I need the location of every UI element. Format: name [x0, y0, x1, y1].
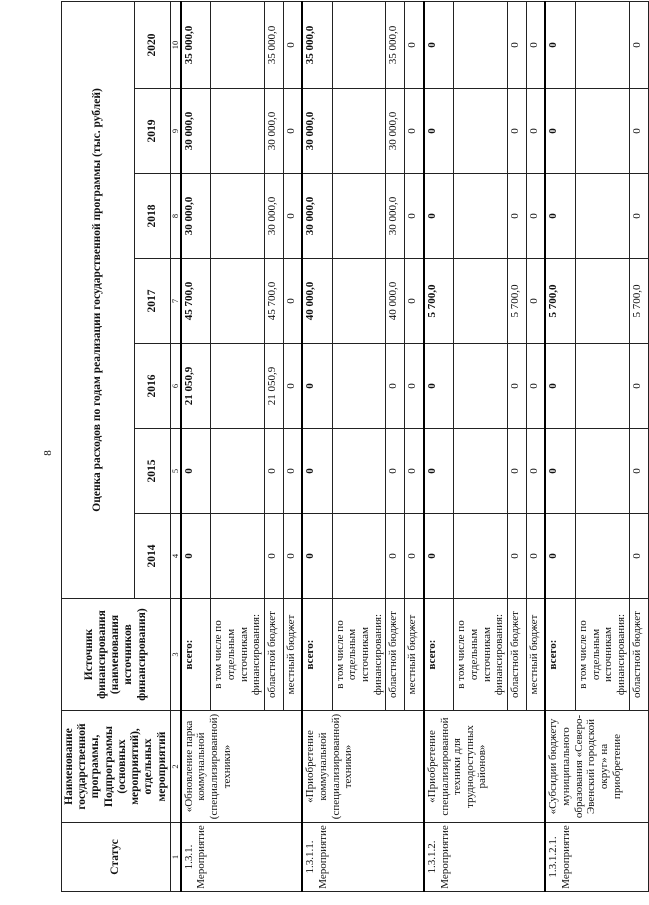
column-index: 2 — [170, 711, 181, 823]
column-index: 1 — [170, 823, 181, 892]
amount-cell: 0 — [507, 429, 526, 514]
budget-table — [61, 1, 649, 892]
item-name: «Приобретение коммунальной (специализированной) техники» — [302, 711, 424, 823]
column-index: 6 — [170, 344, 181, 429]
amount-cell: 0 — [424, 1, 454, 88]
amount-cell — [454, 344, 508, 429]
amount-cell — [332, 89, 386, 174]
item-kind: Мероприятие — [438, 825, 451, 889]
amount-cell: 0 — [424, 514, 454, 599]
amount-cell: 0 — [545, 514, 575, 599]
amount-cell — [575, 89, 629, 174]
header-year: 2018 — [134, 174, 170, 259]
amount-cell: 0 — [424, 429, 454, 514]
amount-cell: 35 000,0 — [181, 1, 211, 88]
amount-cell — [332, 429, 386, 514]
amount-cell: 0 — [545, 429, 575, 514]
column-index: 9 — [170, 89, 181, 174]
status-cell — [545, 823, 648, 892]
rotated-page — [61, 2, 643, 892]
amount-cell: 35 000,0 — [264, 1, 283, 88]
funding-source: областной бюджет — [629, 599, 648, 711]
funding-source: всего: — [181, 599, 211, 711]
amount-cell: 0 — [629, 344, 648, 429]
amount-cell: 0 — [283, 1, 302, 88]
funding-source: в том числе по отдельным источникам финансирования: — [211, 599, 265, 711]
item-kind: Мероприятие — [560, 825, 573, 889]
amount-cell — [575, 514, 629, 599]
amount-cell: 0 — [526, 514, 545, 599]
amount-cell: 0 — [264, 429, 283, 514]
table-row — [424, 1, 454, 891]
amount-cell: 0 — [405, 514, 424, 599]
amount-cell: 0 — [526, 344, 545, 429]
funding-source: всего: — [424, 599, 454, 711]
funding-source: областной бюджет — [386, 599, 405, 711]
header-year: 2016 — [134, 344, 170, 429]
amount-cell — [211, 429, 265, 514]
item-name: «Субсидии бюджету муниципального образования «Северо-Эвенский городской округ» на приобретение — [545, 711, 648, 823]
header-year: 2017 — [134, 259, 170, 344]
amount-cell: 30 000,0 — [181, 174, 211, 259]
item-kind: Мероприятие — [316, 825, 329, 889]
amount-cell: 0 — [629, 514, 648, 599]
status-cell — [424, 823, 546, 892]
amount-cell — [332, 259, 386, 344]
header-source: Источник финансирования (наименования источников финансирования) — [62, 599, 171, 711]
column-index: 7 — [170, 259, 181, 344]
amount-cell — [211, 174, 265, 259]
funding-source: всего: — [545, 599, 575, 711]
amount-cell: 0 — [283, 259, 302, 344]
funding-source: местный бюджет — [526, 599, 545, 711]
amount-cell: 0 — [405, 174, 424, 259]
amount-cell: 30 000,0 — [181, 89, 211, 174]
amount-cell: 45 700,0 — [264, 259, 283, 344]
status-cell — [302, 823, 424, 892]
amount-cell: 0 — [283, 89, 302, 174]
amount-cell — [454, 174, 508, 259]
amount-cell: 35 000,0 — [302, 1, 332, 88]
funding-source: местный бюджет — [283, 599, 302, 711]
amount-cell: 30 000,0 — [264, 89, 283, 174]
column-index: 5 — [170, 429, 181, 514]
amount-cell — [332, 1, 386, 88]
amount-cell: 0 — [507, 344, 526, 429]
amount-cell: 0 — [302, 514, 332, 599]
amount-cell: 0 — [386, 429, 405, 514]
amount-cell: 45 700,0 — [181, 259, 211, 344]
amount-cell — [211, 259, 265, 344]
amount-cell: 0 — [545, 174, 575, 259]
amount-cell — [332, 514, 386, 599]
amount-cell — [575, 344, 629, 429]
table-body — [181, 1, 648, 891]
amount-cell: 0 — [526, 174, 545, 259]
amount-cell: 0 — [405, 344, 424, 429]
funding-source: областной бюджет — [507, 599, 526, 711]
header-name: Наименование государственной программы, Подпрограммы (основных мероприятий), отдельных мероприятий — [62, 711, 171, 823]
amount-cell: 30 000,0 — [302, 89, 332, 174]
header-year: 2020 — [134, 1, 170, 88]
amount-cell: 0 — [629, 89, 648, 174]
amount-cell — [575, 1, 629, 88]
amount-cell — [454, 259, 508, 344]
amount-cell — [211, 1, 265, 88]
item-code: 1.3.1.2. — [425, 840, 438, 874]
amount-cell: 0 — [545, 1, 575, 88]
funding-source: областной бюджет — [264, 599, 283, 711]
item-code: 1.3.1.1. — [304, 840, 317, 874]
page-number: 8 — [42, 450, 54, 456]
amount-cell: 0 — [629, 174, 648, 259]
amount-cell: 0 — [302, 429, 332, 514]
amount-cell: 30 000,0 — [386, 174, 405, 259]
header-year: 2015 — [134, 429, 170, 514]
amount-cell: 0 — [283, 174, 302, 259]
amount-cell: 21 050,9 — [264, 344, 283, 429]
amount-cell: 0 — [526, 1, 545, 88]
funding-source: всего: — [302, 599, 332, 711]
amount-cell: 5 700,0 — [545, 259, 575, 344]
column-index: 4 — [170, 514, 181, 599]
amount-cell: 0 — [424, 89, 454, 174]
amount-cell: 30 000,0 — [264, 174, 283, 259]
amount-cell: 0 — [629, 1, 648, 88]
amount-cell: 30 000,0 — [302, 174, 332, 259]
amount-cell: 0 — [629, 429, 648, 514]
table-row — [181, 1, 211, 891]
amount-cell: 0 — [386, 344, 405, 429]
amount-cell — [575, 174, 629, 259]
column-index: 8 — [170, 174, 181, 259]
status-cell — [181, 823, 303, 892]
amount-cell: 40 000,0 — [386, 259, 405, 344]
amount-cell: 0 — [405, 429, 424, 514]
funding-source: в том числе по отдельным источникам финансирования: — [332, 599, 386, 711]
amount-cell: 0 — [424, 344, 454, 429]
amount-cell: 0 — [507, 89, 526, 174]
amount-cell: 5 700,0 — [507, 259, 526, 344]
item-kind: Мероприятие — [195, 825, 208, 889]
amount-cell: 0 — [181, 429, 211, 514]
amount-cell: 0 — [405, 259, 424, 344]
amount-cell: 0 — [424, 174, 454, 259]
column-index: 3 — [170, 599, 181, 711]
amount-cell: 0 — [405, 1, 424, 88]
amount-cell: 5 700,0 — [424, 259, 454, 344]
amount-cell: 0 — [405, 89, 424, 174]
amount-cell: 0 — [507, 514, 526, 599]
amount-cell — [211, 89, 265, 174]
amount-cell — [211, 514, 265, 599]
amount-cell: 0 — [283, 514, 302, 599]
amount-cell — [454, 89, 508, 174]
amount-cell: 0 — [283, 344, 302, 429]
item-code: 1.3.1.2.1. — [547, 836, 560, 878]
amount-cell: 21 050,9 — [181, 344, 211, 429]
amount-cell: 35 000,0 — [386, 1, 405, 88]
item-name: «Приобретение специализированной техники для труднодоступных районов» — [424, 711, 546, 823]
amount-cell: 0 — [526, 429, 545, 514]
amount-cell: 0 — [526, 259, 545, 344]
header-year: 2019 — [134, 89, 170, 174]
column-index: 10 — [170, 1, 181, 88]
amount-cell: 30 000,0 — [386, 89, 405, 174]
amount-cell: 0 — [302, 344, 332, 429]
amount-cell — [575, 259, 629, 344]
amount-cell: 0 — [526, 89, 545, 174]
amount-cell: 0 — [507, 174, 526, 259]
table-row — [302, 1, 332, 891]
amount-cell — [454, 1, 508, 88]
funding-source: в том числе по отдельным источникам финансирования: — [454, 599, 508, 711]
amount-cell — [332, 344, 386, 429]
amount-cell — [211, 344, 265, 429]
amount-cell: 0 — [507, 1, 526, 88]
amount-cell: 40 000,0 — [302, 259, 332, 344]
header-status: Статус — [62, 823, 171, 892]
table-row — [545, 1, 575, 891]
item-code: 1.3.1. — [182, 844, 195, 870]
item-name: «Обновление парка коммунальной (специализированной) техники» — [181, 711, 303, 823]
amount-cell — [332, 174, 386, 259]
amount-cell: 0 — [386, 514, 405, 599]
amount-cell: 0 — [545, 89, 575, 174]
amount-cell: 0 — [545, 344, 575, 429]
amount-cell: 5 700,0 — [629, 259, 648, 344]
amount-cell: 0 — [264, 514, 283, 599]
amount-cell — [575, 429, 629, 514]
amount-cell: 0 — [181, 514, 211, 599]
header-year: 2014 — [134, 514, 170, 599]
amount-cell: 0 — [283, 429, 302, 514]
amount-cell — [454, 514, 508, 599]
amount-cell — [454, 429, 508, 514]
funding-source: в том числе по отдельным источникам финансирования: — [575, 599, 629, 711]
funding-source: местный бюджет — [405, 599, 424, 711]
header-estimate: Оценка расходов по годам реализации государственной программы (тыс. рублей) — [62, 1, 135, 598]
